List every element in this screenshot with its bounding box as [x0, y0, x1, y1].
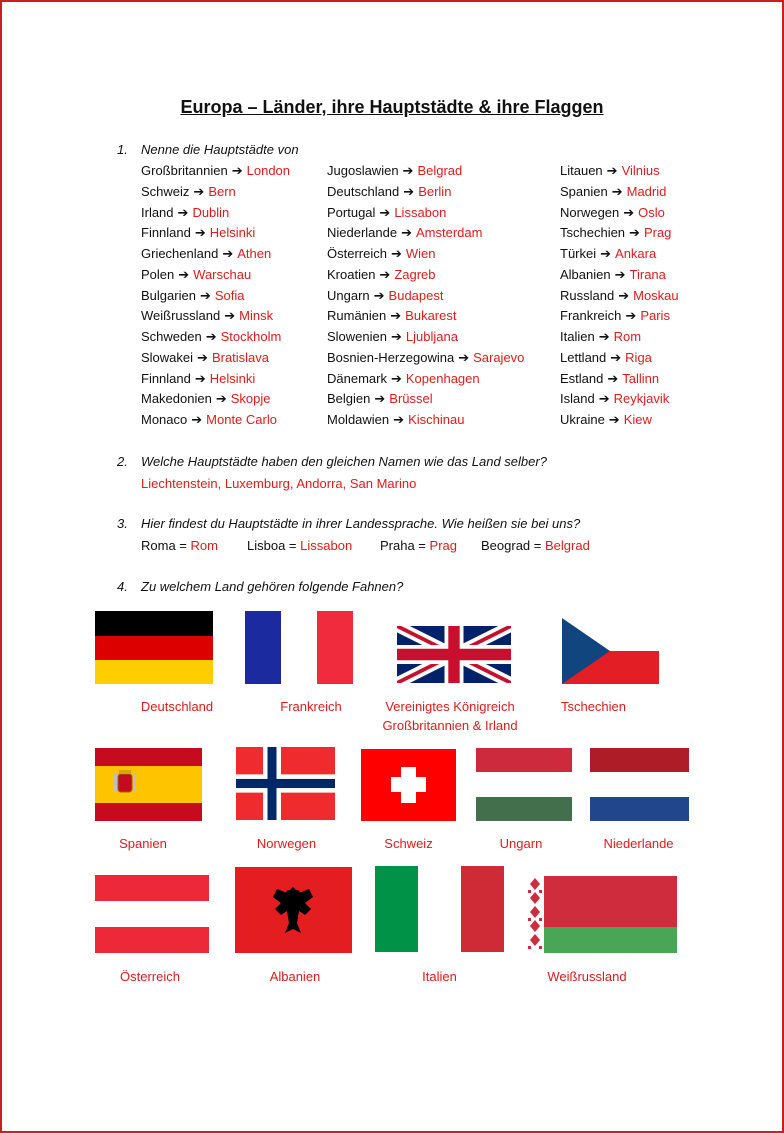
q3-native: Lisboa = [247, 538, 297, 553]
italy-flag-icon [375, 866, 504, 952]
capital-row [560, 267, 666, 283]
capital-row [560, 329, 641, 345]
q4-number: 4. [117, 579, 128, 594]
capital-row [327, 163, 462, 179]
capital-row [141, 391, 270, 407]
arrow-right-icon: ➔ [403, 183, 415, 199]
country-name: Albanien [560, 266, 611, 282]
capital-name: Ankara [615, 246, 657, 261]
arrow-right-icon: ➔ [390, 370, 402, 386]
capital-name: Dublin [192, 204, 230, 220]
arrow-right-icon: ➔ [623, 204, 635, 220]
flag-label-spanien: Spanien [119, 836, 167, 851]
country-name: Irland [141, 204, 174, 220]
capital-row [327, 391, 433, 407]
capital-name: Lissabon [394, 204, 447, 220]
capital-row [327, 267, 436, 283]
switzerland-flag-icon [361, 749, 456, 821]
country-name: Finnland [141, 225, 191, 241]
netherlands-flag-icon [590, 748, 689, 821]
capital-name: Helsinki [209, 370, 256, 386]
arrow-right-icon: ➔ [379, 266, 391, 282]
flag-label-frankreich: Frankreich [280, 699, 342, 714]
capital-name: Minsk [239, 308, 274, 324]
capital-row [327, 412, 464, 428]
capital-row [327, 329, 458, 345]
arrow-right-icon: ➔ [231, 163, 243, 178]
country-name: Lettland [560, 349, 607, 365]
arrow-right-icon: ➔ [606, 163, 618, 178]
capital-name: Sarajevo [473, 349, 525, 365]
country-name: Portugal [327, 204, 376, 220]
capital-name: Vilnius [621, 163, 660, 178]
capital-row [327, 371, 480, 387]
capital-row [560, 288, 679, 304]
capital-row [141, 329, 281, 345]
capital-row [560, 308, 670, 324]
capital-name: Zagreb [394, 266, 436, 282]
country-name: Russland [560, 287, 615, 303]
capital-row [560, 184, 666, 200]
capital-row [560, 350, 652, 366]
flag-label-ungarn: Ungarn [499, 836, 543, 851]
arrow-right-icon: ➔ [611, 183, 623, 199]
arrow-right-icon: ➔ [607, 370, 619, 386]
arrow-right-icon: ➔ [224, 308, 236, 324]
q3-pair [141, 538, 218, 553]
q2-answer: Liechtenstein, Luxemburg, Andorra, San Marino [141, 476, 417, 491]
page-title: Europa – Länder, ihre Hauptstädte & ihre Flaggen [180, 97, 604, 117]
flag-label-italien: Italien [422, 969, 457, 984]
capital-row [327, 205, 446, 221]
country-name: Weißrussland [141, 308, 221, 324]
capital-name: Reykjavik [613, 391, 670, 407]
capital-name: Madrid [626, 183, 667, 199]
arrow-right-icon: ➔ [402, 163, 414, 178]
q2-question: Welche Hauptstädte haben den gleichen Namen wie das Land selber? [141, 454, 547, 469]
flag-label-deutschland: Deutschland [140, 699, 214, 714]
spain-flag-icon [95, 748, 202, 821]
country-name: Kroatien [327, 266, 376, 282]
capital-row [141, 205, 229, 221]
capital-row [141, 350, 269, 366]
capital-row [141, 225, 255, 241]
capital-row [327, 350, 524, 366]
country-name: Tschechien [560, 225, 626, 241]
arrow-right-icon: ➔ [379, 204, 391, 220]
country-name: Makedonien [141, 391, 212, 407]
q3-native: Praha = [380, 538, 426, 553]
country-name: Österreich [327, 246, 387, 261]
capital-row [141, 267, 251, 283]
arrow-right-icon: ➔ [600, 246, 612, 261]
arrow-right-icon: ➔ [199, 287, 211, 303]
capital-name: Kopenhagen [405, 370, 480, 386]
uk-flag-icon [397, 626, 511, 683]
capital-name: Berlin [418, 183, 452, 199]
country-name: Island [560, 391, 595, 407]
country-name: Moldawien [327, 412, 390, 427]
albania-flag-icon [235, 867, 352, 953]
france-flag-icon [245, 611, 353, 684]
austria-flag-icon [95, 875, 209, 953]
capital-row [327, 225, 482, 241]
flag-label-niederlande: Niederlande [603, 836, 674, 851]
country-name: Frankreich [560, 308, 622, 324]
country-name: Türkei [560, 246, 597, 261]
arrow-right-icon: ➔ [401, 225, 413, 241]
capital-name: Sofia [214, 287, 245, 303]
country-name: Monaco [141, 412, 188, 427]
q3-native: Roma = [141, 538, 187, 553]
q1-question: Nenne die Hauptstädte von [141, 142, 299, 157]
capital-name: Belgrad [417, 163, 463, 178]
capital-name: Ljubljana [405, 329, 458, 344]
country-name: Litauen [560, 163, 603, 178]
capital-row [141, 371, 255, 387]
capital-row [141, 412, 277, 428]
country-name: Ungarn [327, 287, 370, 303]
capital-row [560, 412, 652, 428]
flag-label-weissrussland: Weißrussland [547, 969, 627, 984]
capital-row [560, 225, 671, 241]
arrow-right-icon: ➔ [614, 266, 626, 282]
q3-german: Rom [190, 538, 218, 553]
capital-row [141, 288, 244, 304]
country-name: Slowenien [327, 329, 387, 344]
capital-row [560, 246, 656, 262]
arrow-right-icon: ➔ [598, 391, 610, 407]
flag-label-oesterreich: Österreich [120, 969, 180, 984]
arrow-right-icon: ➔ [458, 349, 470, 365]
arrow-right-icon: ➔ [177, 204, 189, 220]
q3-number: 3. [117, 516, 128, 531]
arrow-right-icon: ➔ [390, 246, 402, 261]
capital-name: Moskau [633, 287, 679, 303]
q3-german: Prag [429, 538, 457, 553]
country-name: Bulgarien [141, 287, 196, 303]
q3-german: Lissabon [300, 538, 353, 553]
country-name: Finnland [141, 370, 191, 386]
country-name: Schweiz [141, 183, 190, 199]
arrow-right-icon: ➔ [191, 412, 203, 427]
flag-label-uk: Vereinigtes Königreich [385, 699, 515, 714]
capital-row [141, 308, 273, 324]
capital-row [327, 308, 456, 324]
capital-name: Prag [643, 225, 672, 241]
country-name: Italien [560, 329, 595, 344]
capital-name: Stockholm [220, 329, 282, 344]
capital-name: Riga [625, 349, 652, 365]
capital-name: Brüssel [389, 391, 433, 407]
arrow-right-icon: ➔ [390, 308, 402, 324]
capital-name: Kischinau [408, 412, 465, 427]
capital-row [327, 288, 443, 304]
arrow-right-icon: ➔ [194, 370, 206, 386]
flag-label-norwegen: Norwegen [256, 836, 317, 851]
country-name: Polen [141, 266, 175, 282]
capital-name: Wien [405, 246, 436, 261]
hungary-flag-icon [476, 748, 572, 821]
capital-row [141, 246, 271, 262]
capital-name: Tirana [629, 266, 666, 282]
q3-german: Belgrad [544, 538, 590, 553]
country-name: Schweden [141, 329, 202, 344]
capital-name: Kiew [623, 412, 652, 427]
arrow-right-icon: ➔ [374, 391, 386, 407]
capital-name: Warschau [193, 266, 252, 282]
flag-label-tschechien: Tschechien [560, 699, 627, 714]
arrow-right-icon: ➔ [205, 329, 217, 344]
arrow-right-icon: ➔ [598, 329, 610, 344]
country-name: Griechenland [141, 246, 219, 261]
capital-name: Tallinn [622, 370, 660, 386]
country-name: Norwegen [560, 204, 620, 220]
capital-name: Monte Carlo [206, 412, 277, 427]
q3-question: Hier findest du Hauptstädte in ihrer Landessprache. Wie heißen sie bei uns? [141, 516, 581, 531]
country-name: Spanien [560, 183, 608, 199]
country-name: Ukraine [560, 412, 605, 427]
capital-name: Oslo [638, 204, 665, 220]
capital-row [327, 246, 436, 262]
arrow-right-icon: ➔ [178, 266, 190, 282]
norway-flag-icon [236, 747, 335, 820]
q3-pair [481, 538, 590, 553]
country-name: Dänemark [327, 370, 387, 386]
country-name: Jugoslawien [327, 163, 399, 178]
capital-name: Bukarest [405, 308, 457, 324]
capital-row [327, 184, 451, 200]
arrow-right-icon: ➔ [197, 349, 208, 365]
q1-number: 1. [117, 142, 128, 157]
arrow-right-icon: ➔ [629, 225, 640, 241]
arrow-right-icon: ➔ [625, 308, 637, 324]
arrow-right-icon: ➔ [194, 225, 206, 241]
country-name: Slowakei [141, 349, 194, 365]
capital-row [560, 205, 665, 221]
capital-row [560, 163, 660, 179]
country-name: Rumänien [327, 308, 387, 324]
capital-row [141, 163, 290, 179]
capital-name: Paris [640, 308, 670, 324]
q4-question: Zu welchem Land gehören folgende Fahnen? [141, 579, 404, 594]
capital-row [560, 371, 659, 387]
capital-row [560, 391, 669, 407]
capital-name: Athen [237, 246, 272, 261]
czech-flag-icon [562, 618, 659, 684]
capital-name: Budapest [388, 287, 444, 303]
capital-name: Helsinki [209, 225, 256, 241]
capital-name: London [246, 163, 291, 178]
capital-name: Skopje [230, 391, 271, 407]
flag-label-albanien: Albanien [269, 969, 321, 984]
country-name: Belgien [327, 391, 371, 407]
capital-name: Bern [208, 183, 236, 199]
q3-pair [380, 538, 457, 553]
capital-name: Bratislava [211, 349, 270, 365]
capital-name: Amsterdam [416, 225, 483, 241]
arrow-right-icon: ➔ [373, 287, 385, 303]
flag-label-schweiz: Schweiz [384, 836, 433, 851]
q3-pair [247, 538, 352, 553]
arrow-right-icon: ➔ [393, 412, 405, 427]
country-name: Deutschland [327, 183, 400, 199]
country-name: Estland [560, 370, 604, 386]
flag-label-uk-line2: Großbritannien & Irland [382, 718, 518, 733]
arrow-right-icon: ➔ [610, 349, 622, 365]
arrow-right-icon: ➔ [215, 391, 227, 407]
q2-number: 2. [117, 454, 128, 469]
capital-row [141, 184, 236, 200]
belarus-flag-icon [527, 876, 677, 953]
q3-native: Beograd = [481, 538, 542, 553]
arrow-right-icon: ➔ [193, 183, 205, 199]
country-name: Niederlande [327, 225, 398, 241]
country-name: Bosnien-Herzegowina [327, 349, 455, 365]
country-name: Großbritannien [141, 163, 228, 178]
germany-flag-icon [95, 611, 213, 684]
arrow-right-icon: ➔ [222, 246, 234, 261]
capital-name: Rom [613, 329, 642, 344]
arrow-right-icon: ➔ [391, 329, 402, 344]
arrow-right-icon: ➔ [608, 412, 620, 427]
arrow-right-icon: ➔ [618, 287, 630, 303]
